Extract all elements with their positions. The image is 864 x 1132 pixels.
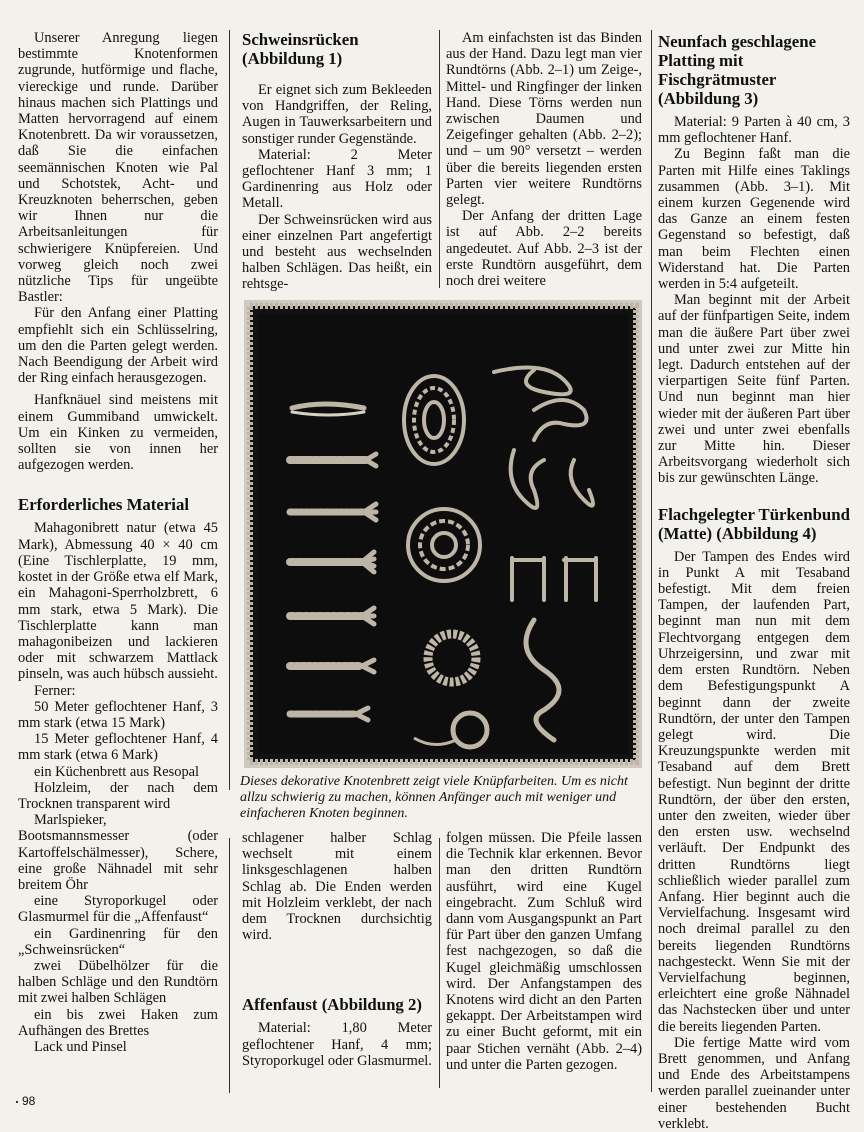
paragraph: schlagener halber Schlag wechselt mit einem linksgeschlagenen halben Schlag ab. Die Enden werden mit Holzleim verklebt, der nach dem Trocknen durchsichtig wird. xyxy=(242,830,432,944)
material-item: 15 Meter geflochtener Hanf, 4 mm stark (etwa 6 Mark) xyxy=(18,731,218,764)
paragraph: Der Schweinsrücken wird aus einer einzelnen Part angefertigt und besteht aus wechselnden halben Schlägen. Das heißt, ein rehtsge- xyxy=(242,211,432,293)
column-rule xyxy=(439,30,440,288)
paragraph: Man beginnt mit der Arbeit auf der fünfpartigen Seite, indem man die äußere Part über zwei und unter zwei zur Mitte hin legt. Dadurch entstehen auf der vierpartigen Seite fünf Parten. Und nun beginnt man hier wieder mit der äußeren Part über zwei und unter zwei ebenfalls zur Mitte hin. Dieser Arbeitsvorgang wiederholt sich bis zur gewünschten Länge. xyxy=(658,292,850,487)
column-3-lower xyxy=(446,830,642,1073)
column-2-lower xyxy=(242,830,432,1069)
intro-paragraph: Unserer Anregung liegen bestimmte Knotenformen zugrunde, hutförmige und flache, viereckige und runde. Darüber hinaus machen sich Plattings und Matten hervorragend auf einem Knotenbrett. Da wir voraussetzen, daß Sie die einfachen seemännischen Knoten wie Pal und Schotstek, Acht- und Kreuzknoten beherrschen, geben wir Ihnen nur die Arbeitsanleitungen für schwierigere Knüpfereien. Und vorweg gleich noch zwei nützliche Tips für ungeübte Bastler: xyxy=(18,30,218,306)
paragraph: Am einfachsten ist das Binden aus der Hand. Dazu legt man vier Rundtörns (Abb. 2–1) um Zeige-, Mittel- und Ringfinger der linken Hand. Diese Törns werden nun zwischen Daumen und Zeigefinger gehalten (Abb. 2–2); und – um 90° versetzt – werden über die bereits liegenden ersten Parten vier weitere Rundtörns gelegt. xyxy=(446,30,642,209)
paragraph: Material: 2 Meter geflochtener Hanf 3 mm; 1 Gardinenring aus Holz oder Metall. xyxy=(242,146,432,212)
material-item: Mahagonibrett natur (etwa 45 Mark), Abmessung 40 × 40 cm (Eine Tischlerplatte, 19 mm, kostet in der Größe etwa elf Mark, ein Mahagoni-Sperrholzbrett, 6 mm stark, etwa 5 Mark). Die Tischlerplatte kann man mahagonibeizen und lackieren oder mit schwarzem Mattlack pinseln, was auch hübsch aussieht. xyxy=(18,520,218,683)
section-heading-schweinsruecken: Schweinsrücken (Abbildung 1) xyxy=(242,30,359,68)
material-item: zwei Dübelhölzer für die halben Schläge und den Rundtörn mit zwei halben Schlägen xyxy=(18,957,218,1007)
page-number: 98 xyxy=(22,1094,36,1108)
paragraph: Zu Beginn faßt man die Parten mit Hilfe eines Taklings zusammen (Abb. 3–1). Mit einem kurzen Gegenende wird das Ganze an einem festen Gegenstand so befestigt, daß man beim Flechten einen Widerstand hat. Die Parten werden in 5:4 aufgeteilt. xyxy=(658,146,850,293)
paragraph: Der Tampen des Endes wird in Punkt A mit Tesaband befestigt. Mit dem freien Tampen, der laufenden Part, beginnt man nun mit dem Flechtvorgang entgegen dem Uhrzeigersinn, und zwar mit dem ersten Rundtörn. Neben dem Befestigungspunkt A beginnt dann der zweite Rundtörn, der unter den Tampen gelegt wird. Die Kreuzungspunkte werden mit Tesaband auf dem Brett befestigt. Nun beginnt der dritte Rundtörn, der über den ersten, unter den zweiten, wieder über den ersten usw. wechselnd verläuft. Der Endpunkt des dritten Rundtörns liegt schließlich wieder parallel zum Anfang. Hier beginnt auch die Vervielfachung. Insgesamt wird noch dreimal parallel zu den bereits liegenden Rundtörns nachgesteckt. Wenn Sie mit der Vervielfachung beginnen, erleichtert eine große Nähnadel das Nachstecken über und unter die bereits liegenden Parten. xyxy=(658,548,850,1035)
column-rule xyxy=(651,30,652,1092)
column-rule xyxy=(229,30,230,790)
section-heading-material: Erforderliches Material xyxy=(18,495,190,515)
page-marker xyxy=(16,1101,18,1103)
paragraph: Die fertige Matte wird vom Brett genommen, und Anfang und Ende des Arbeitstampens werden parallel zueinander unter einer bestehenden Bucht verklebt. xyxy=(658,1034,850,1132)
section-heading-platting: Neunfach geschlagene Platting mit Fischgrätmuster (Abbildung 3) xyxy=(658,32,817,108)
tip-paragraph-1: Für den Anfang einer Platting empfiehlt sich ein Schlüsselring, um den die Parten gelegt werden. Nach Beendigung der Arbeit wird der Ring einfach herausgezogen. xyxy=(18,305,218,387)
paragraph: Material: 9 Parten à 40 cm, 3 mm geflochtener Hanf. xyxy=(658,114,850,147)
column-1 xyxy=(18,30,218,1055)
tip-paragraph-2: Hanfknäuel sind meistens mit einem Gummiband umwickelt. Um ein Kinken zu vermeiden, sollten sie von innen her aufgezogen werden. xyxy=(18,392,218,474)
material-item: ein Küchenbrett aus Resopal xyxy=(34,763,200,780)
material-item: Marlspieker, Bootsmannsmesser (oder Kartoffelschälmesser), Schere, eine große Nähnadel mit sehr breitem Öhr xyxy=(18,812,218,893)
column-3 xyxy=(446,30,642,289)
material-item: Holzleim, der nach dem Trocknen transparent wird xyxy=(18,779,218,812)
material-item: 50 Meter geflochtener Hanf, 3 mm stark (etwa 15 Mark) xyxy=(18,698,218,731)
column-rule xyxy=(229,838,230,1093)
paragraph: Material: 1,80 Meter geflochtener Hanf, 4 mm; Styroporkugel oder Glasmurmel. xyxy=(242,1020,432,1069)
column-4 xyxy=(658,32,850,1132)
material-item: ein Gardinenring für den „Schweinsrücken“ xyxy=(18,925,218,958)
material-item: Ferner: xyxy=(34,682,76,699)
section-heading-affenfaust: Affenfaust (Abbildung 2) xyxy=(242,995,422,1015)
section-heading-tuerkenbund: Flachgelegter Türkenbund (Matte) (Abbildung 4) xyxy=(658,504,850,543)
material-item: ein bis zwei Haken zum Aufhängen des Brettes xyxy=(18,1006,218,1039)
paragraph: Er eignet sich zum Bekleeden von Handgriffen, der Reling, Augen in Tauwerksarbeitern und sonstiger runder Gegenstände. xyxy=(242,82,432,147)
column-2 xyxy=(242,30,432,293)
material-item: Lack und Pinsel xyxy=(34,1038,127,1055)
paragraph: Der Anfang der dritten Lage ist auf Abb. 2–2 bereits angedeutet. Auf Abb. 2–3 ist der erste Rundtörn ausgeführt, dem noch drei weitere xyxy=(446,208,642,290)
knot-board-photo xyxy=(244,300,642,768)
material-item: eine Styroporkugel oder Glasmurmel für die „Affenfaust“ xyxy=(18,893,218,926)
paragraph: folgen müssen. Die Pfeile lassen die Technik klar erkennen. Bevor man den dritten Rundtörn ausführt, wird eine Kugel eingebracht. Zum Schluß wird dann vom Ausgangspunkt an Part für Part über den ganzen Umfang fest nachgezogen, so daß die Kugel gleichmäßig umschlossen wird. Der Anfangstampen des Knotens wird dicht an den Parten gekappt. Der Arbeitstampen wird zu einer Bucht geformt, mit ein paar Stichen vernäht (Abb. 2–4) und unter die Parten gezogen. xyxy=(446,830,642,1073)
column-rule xyxy=(439,838,440,1088)
figure-caption: Dieses dekorative Knotenbrett zeigt viele Knüpfarbeiten. Um es nicht allzu schwierig zu machen, können Anfänger auch mit weniger und einfacheren Knoten beginnen. xyxy=(240,774,628,821)
